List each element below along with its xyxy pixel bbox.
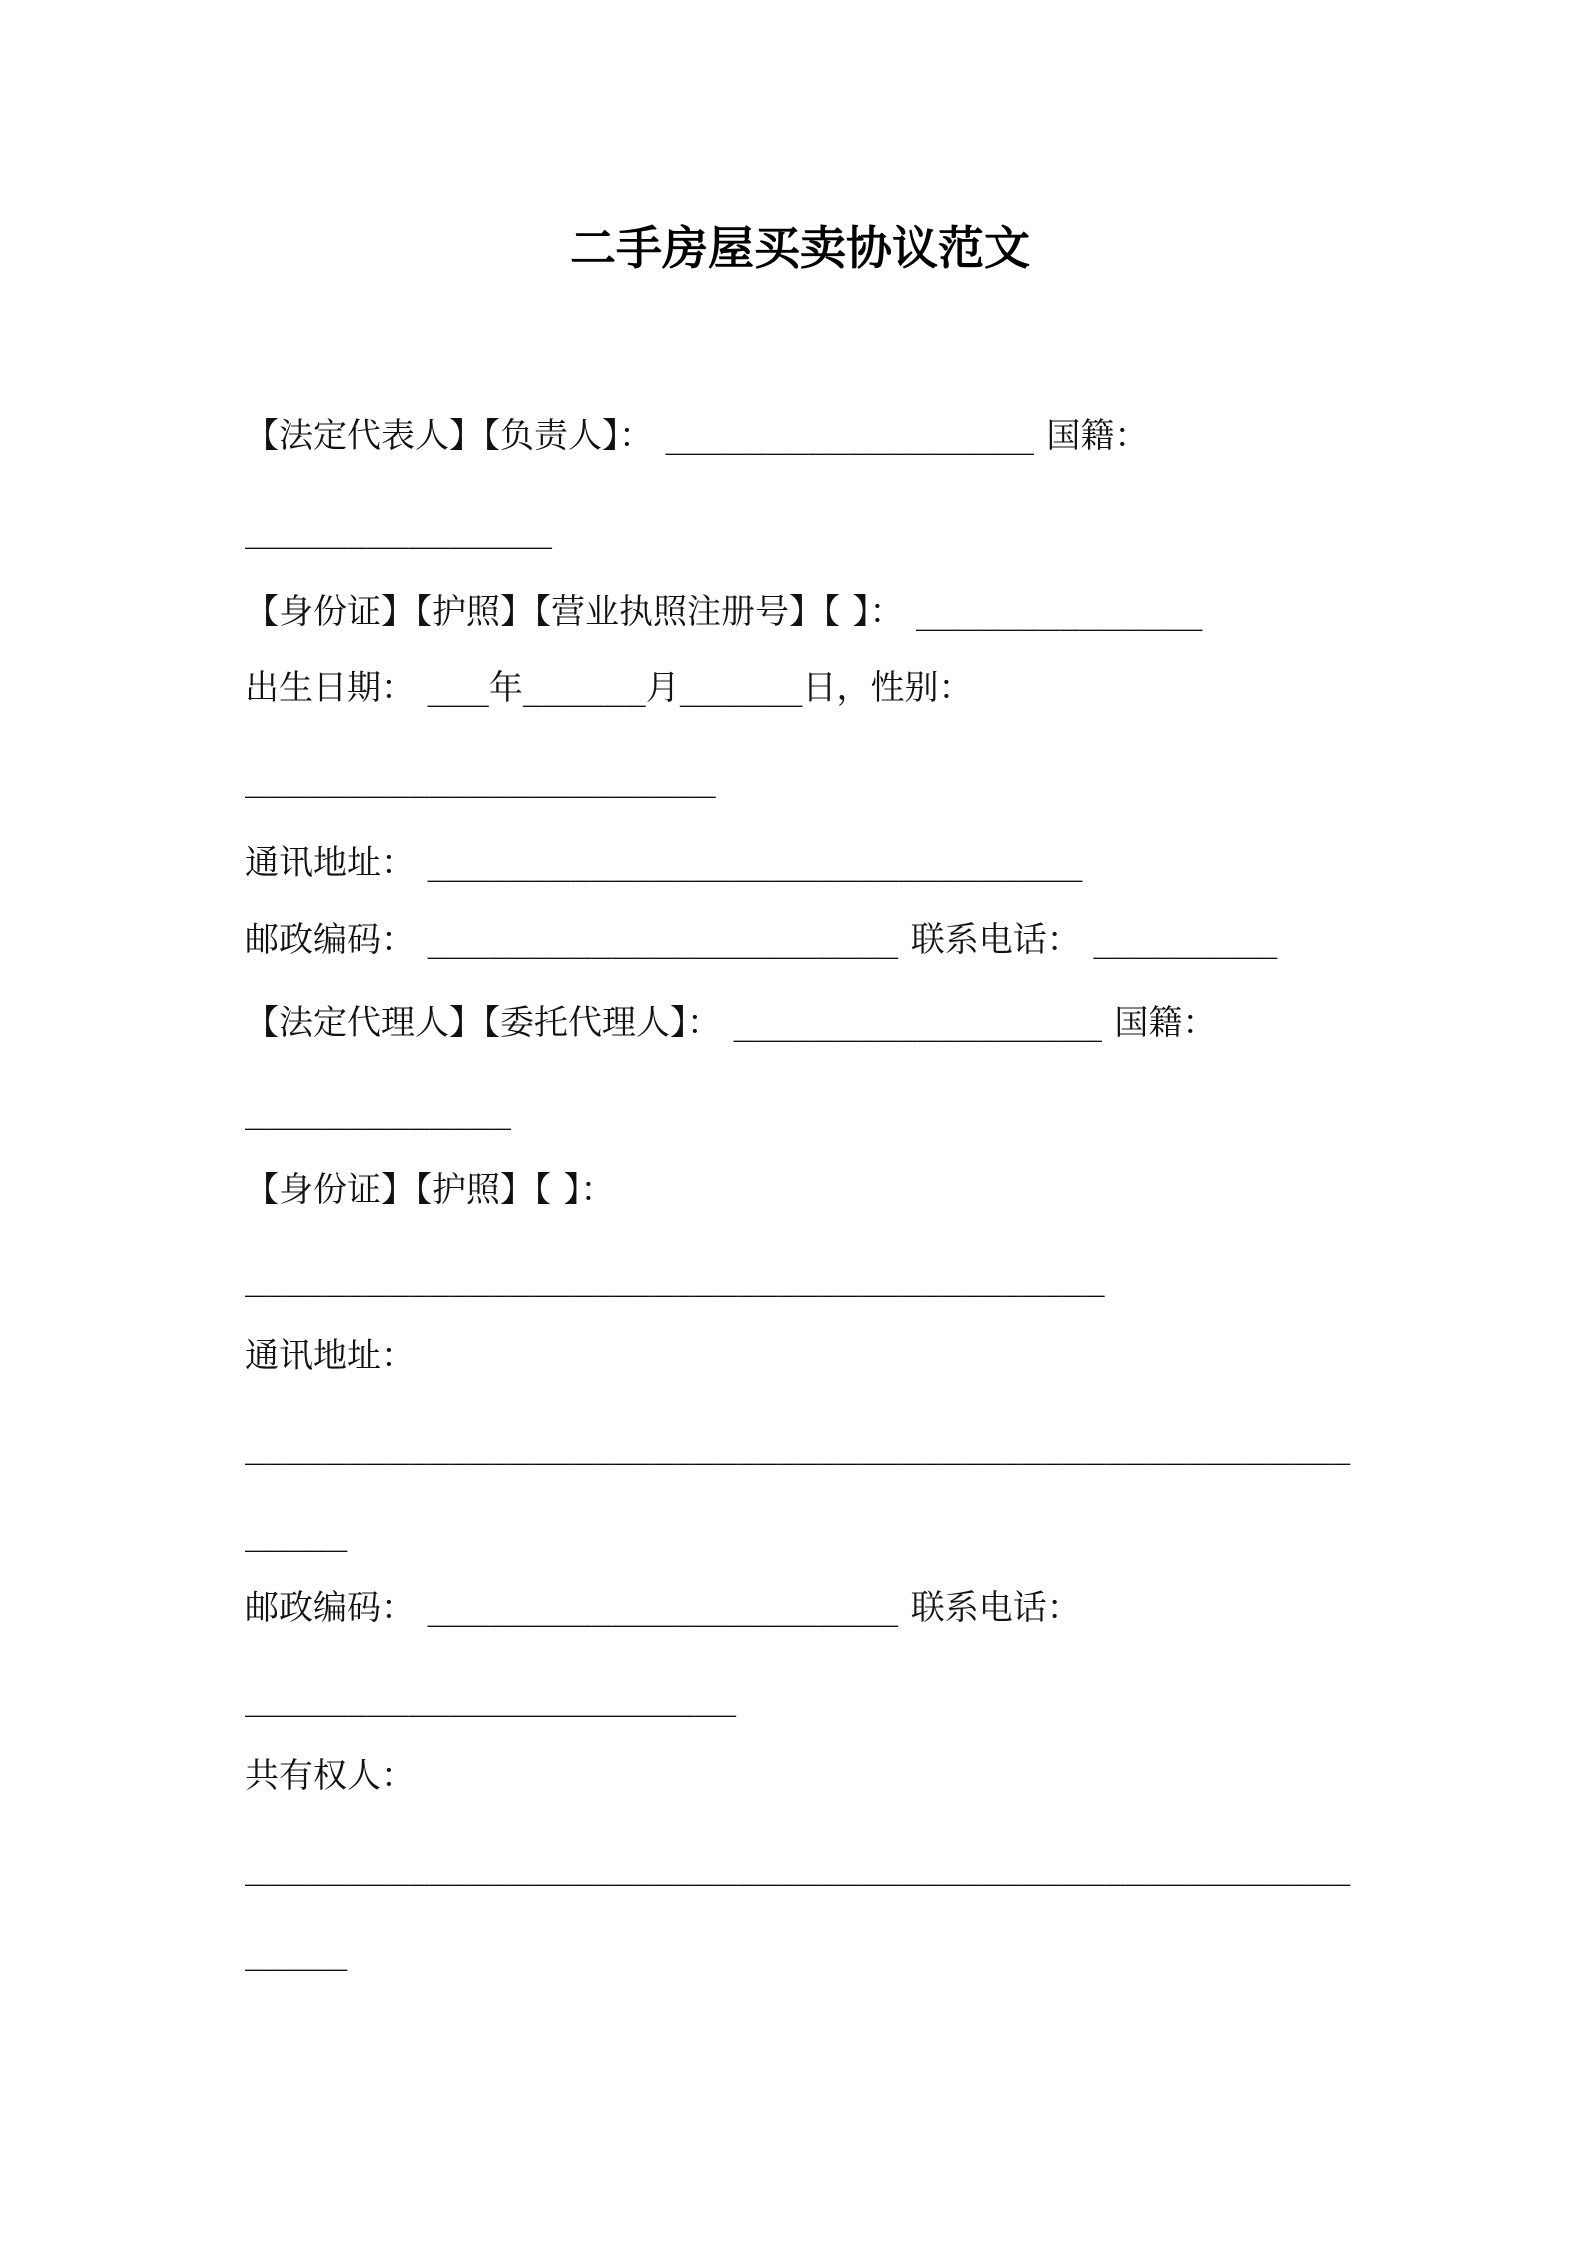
agent-id-blank-line: __________________________________________ (245, 1258, 1105, 1298)
postal-phone-line: 邮政编码： _______________________ 联系电话： _________ (245, 920, 1278, 960)
agent-postal-phone-line: 邮政编码： _______________________ 联系电话： (245, 1588, 1081, 1628)
birth-date-gender-line: 出生日期： ___年______月______日，性别： (245, 668, 973, 708)
document-title: 二手房屋买卖协议范文 (570, 221, 1030, 275)
co-owner-label: 共有权人： (245, 1756, 415, 1796)
agent-phone-blank-line: ________________________ (245, 1678, 737, 1718)
gender-blank-line: _______________________ (245, 759, 716, 799)
id-document-line: 【身份证】【护照】【营业执照注册号】【 】： ______________ (245, 592, 1203, 632)
agent-id-document-line: 【身份证】【护照】【 】： (245, 1170, 615, 1210)
agent-address-label: 通讯地址： (245, 1336, 415, 1376)
legal-agent-line: 【法定代理人】【委托代理人】： __________________ 国籍： (245, 1003, 1217, 1043)
agent-address-blank-line: ______________________________________________________ (245, 1426, 1351, 1466)
agent-address-blank-continuation: _____ (245, 1513, 348, 1553)
legal-representative-line: 【法定代表人】【负责人】： __________________ 国籍： (245, 416, 1149, 456)
co-owner-blank-continuation: _____ (245, 1932, 348, 1972)
co-owner-blank-line: ______________________________________________________ (245, 1847, 1351, 1887)
address-line: 通讯地址： ________________________________ (245, 843, 1083, 883)
agent-nationality-blank-line: _____________ (245, 1091, 512, 1131)
nationality-blank-line: _______________ (245, 510, 553, 550)
